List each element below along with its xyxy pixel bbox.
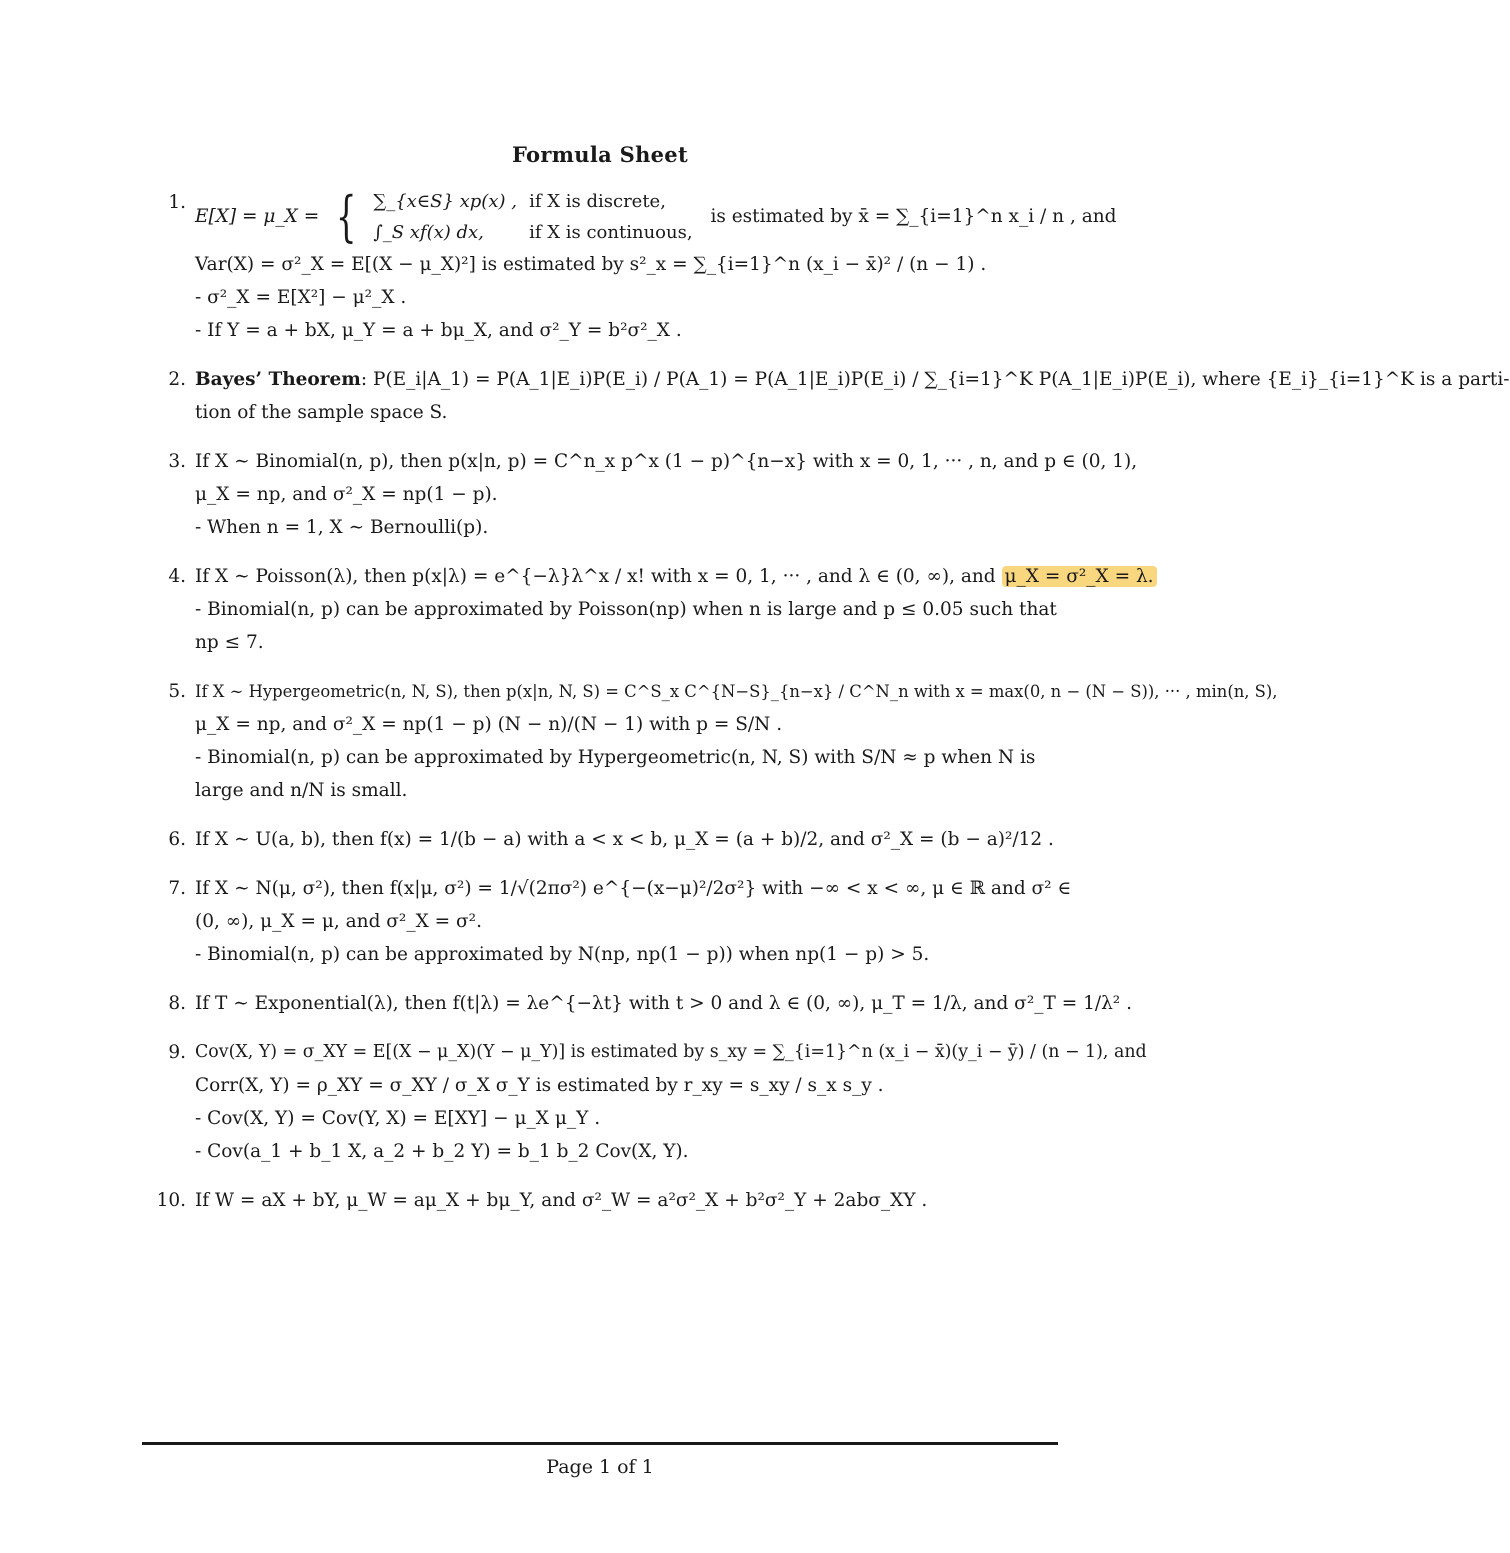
normal-pdf: If X ∼ N(μ, σ²), then f(x|μ, σ²) = 1/√(2πσ²) e^{−(x−μ)²/2σ²} with −∞ < x < ∞, μ ∈ ℝ and σ² ∈ <box>195 878 1072 899</box>
hypergeometric-pmf: If X ∼ Hypergeometric(n, N, S), then p(x|n, N, S) = C^S_x C^{N−S}_{n−x} / C^N_n with x = max(0, n − (N − S)), ··· , min(n, S), <box>195 682 1278 701</box>
bernoulli-note: - When n = 1, X ∼ Bernoulli(p). <box>195 517 489 538</box>
piecewise-cases <box>373 186 692 248</box>
item-number: 2. <box>168 369 186 390</box>
item-number: 1. <box>168 192 186 213</box>
formula-item-1 <box>150 185 1117 347</box>
linear-combination-variance: If W = aX + bY, μ_W = aμ_X + bμ_Y, and σ²_W = a²σ²_X + b²σ²_Y + 2abσ_XY . <box>195 1190 928 1211</box>
item-number: 9. <box>168 1042 186 1063</box>
variance-definition: Var(X) = σ²_X = E[(X − μ_X)²] is estimated by s²_x = ∑_{i=1}^n (x_i − x̄)² / (n − 1) . <box>195 254 987 275</box>
case-continuous: ∫_S xf(x) dx, if X is continuous, <box>373 222 693 243</box>
poisson-pmf: If X ∼ Poisson(λ), then p(x|λ) = e^{−λ}λ^x / x! with x = 0, 1, ··· , and λ ∈ (0, ∞), and μ_X = σ²_X = λ. <box>195 560 1065 593</box>
item-number: 6. <box>168 829 186 850</box>
bayes-continuation: tion of the sample space S. <box>195 402 448 423</box>
mean-estimator: is estimated by x̄ = ∑_{i=1}^n x_i / n , and <box>710 206 1117 227</box>
formula-item-4 <box>150 560 1154 659</box>
hypergeometric-approx: - Binomial(n, p) can be approximated by Hypergeometric(n, N, S) with S/N ≈ p when N is <box>195 747 1036 768</box>
hypergeometric-approx-cond: large and n/N is small. <box>195 780 408 801</box>
correlation-definition: Corr(X, Y) = ρ_XY = σ_XY / σ_X σ_Y is estimated by r_xy = s_xy / s_x s_y . <box>195 1075 884 1096</box>
bayes-label: Bayes’ Theorem <box>195 369 361 390</box>
normal-approx: - Binomial(n, p) can be approximated by N(np, np(1 − p)) when np(1 − p) > 5. <box>195 944 930 965</box>
item-number: 5. <box>168 681 186 702</box>
item-number: 7. <box>168 878 186 899</box>
binomial-moments: μ_X = np, and σ²_X = np(1 − p). <box>195 484 498 505</box>
case-discrete: ∑_{x∈S} xp(x) , if X is discrete, <box>373 191 666 212</box>
item-number: 4. <box>168 566 186 587</box>
formula-item-9 <box>150 1036 1147 1168</box>
highlighted-formula: μ_X = σ²_X = λ. <box>1002 566 1157 587</box>
exponential-pdf: If T ∼ Exponential(λ), then f(t|λ) = λe^{−λt} with t > 0 and λ ∈ (0, ∞), μ_T = 1/λ, and σ²_T = 1/λ² . <box>195 993 1132 1014</box>
page-title: Formula Sheet <box>512 142 688 167</box>
bayes-theorem: Bayes’ Theorem: P(E_i|A_1) = P(A_1|E_i)P(E_i) / P(A_1) = P(A_1|E_i)P(E_i) / ∑_{i=1}^K P(A_1|E_i)P(E_i), where {E_i}_{i=1}^K is a parti- <box>195 369 1510 390</box>
formula-item-10 <box>150 1184 1065 1217</box>
formula-item-3 <box>150 445 1138 544</box>
page-footer: Page 1 of 1 <box>546 1456 654 1478</box>
formula-list <box>150 185 1510 1217</box>
formula-item-7 <box>150 872 1072 971</box>
normal-moments: (0, ∞), μ_X = μ, and σ²_X = σ². <box>195 911 482 932</box>
uniform-pdf: If X ∼ U(a, b), then f(x) = 1/(b − a) with a < x < b, μ_X = (a + b)/2, and σ²_X = (b − a)²/12 . <box>195 829 1054 850</box>
item-number: 3. <box>168 451 186 472</box>
linear-transform: - If Y = a + bX, μ_Y = a + bμ_X, and σ²_Y = b²σ²_X . <box>195 320 682 341</box>
variance-shortcut: - σ²_X = E[X²] − μ²_X . <box>195 287 407 308</box>
formula-item-2 <box>150 363 1510 429</box>
footer-divider <box>142 1442 1058 1445</box>
item-number: 10. <box>156 1190 186 1211</box>
covariance-definition: Cov(X, Y) = σ_XY = E[(X − μ_X)(Y − μ_Y)] is estimated by s_xy = ∑_{i=1}^n (x_i − x̄)(y_i − ȳ) / (n − 1), and <box>195 1042 1147 1062</box>
item-number: 8. <box>168 993 186 1014</box>
left-brace-icon: { <box>335 185 357 248</box>
poisson-approx-cond: np ≤ 7. <box>195 632 264 653</box>
covariance-shortcut: - Cov(X, Y) = Cov(Y, X) = E[XY] − μ_X μ_Y . <box>195 1108 601 1129</box>
covariance-linear: - Cov(a_1 + b_1 X, a_2 + b_2 Y) = b_1 b_2 Cov(X, Y). <box>195 1141 689 1162</box>
expectation-definition <box>195 185 1117 248</box>
formula-item-5 <box>150 675 1278 807</box>
expectation-lead: E[X] = μ_X = <box>195 206 320 227</box>
hypergeometric-moments: μ_X = np, and σ²_X = np(1 − p) (N − n)/(N − 1) with p = S/N . <box>195 714 783 735</box>
formula-item-6 <box>150 823 1065 856</box>
poisson-approx: - Binomial(n, p) can be approximated by Poisson(np) when n is large and p ≤ 0.05 such that <box>195 599 1057 620</box>
binomial-pmf: If X ∼ Binomial(n, p), then p(x|n, p) = C^n_x p^x (1 − p)^{n−x} with x = 0, 1, ··· , n, and p ∈ (0, 1), <box>195 451 1138 472</box>
formula-item-8 <box>150 987 1132 1020</box>
